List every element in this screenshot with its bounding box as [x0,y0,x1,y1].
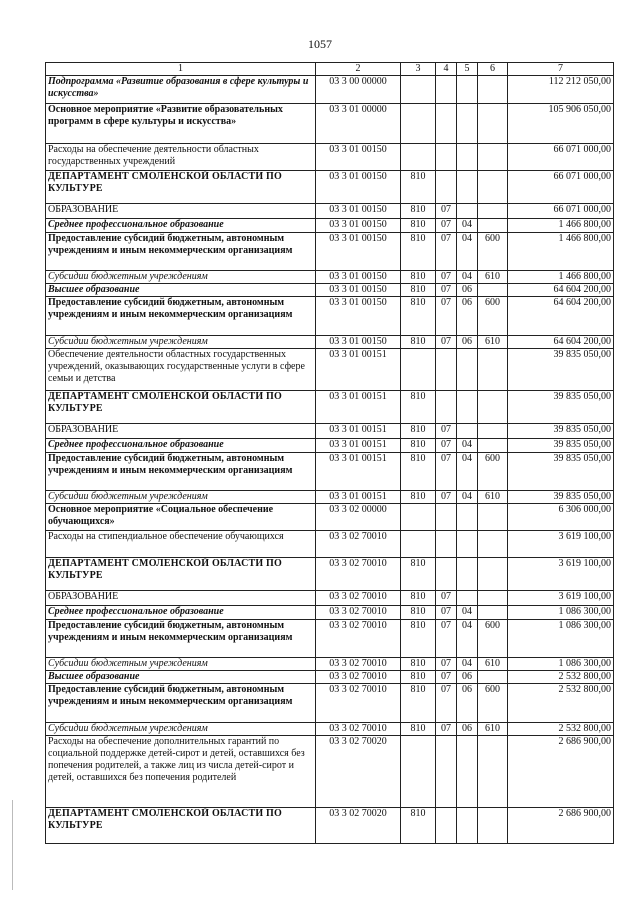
table-row [46,297,614,336]
expense-type-code [478,558,508,591]
budget-table [45,62,614,844]
item-name: Обеспечение деятельности областных государственных учреждений, оказывающих государственные услуги в сфере семьи и детства [46,349,316,391]
section-code: 07 [436,204,457,219]
section-code [436,104,457,144]
table-row [46,723,614,736]
item-name: Высшее образование [46,284,316,297]
target-code: 03 3 01 00151 [316,439,401,453]
section-code: 07 [436,233,457,271]
amount: 64 604 200,00 [508,284,614,297]
admin-code: 810 [401,684,436,723]
target-code: 03 3 01 00150 [316,219,401,233]
section-code [436,531,457,558]
target-code: 03 3 02 70010 [316,671,401,684]
table-row [46,671,614,684]
item-name: Субсидии бюджетным учреждениям [46,491,316,504]
amount: 39 835 050,00 [508,453,614,491]
item-name: Субсидии бюджетным учреждениям [46,336,316,349]
amount: 112 212 050,00 [508,76,614,104]
subsection-code [457,736,478,808]
admin-code: 810 [401,620,436,658]
admin-code [401,504,436,531]
item-name: Расходы на стипендиальное обеспечение обучающихся [46,531,316,558]
target-code: 03 3 02 70010 [316,620,401,658]
table-row [46,531,614,558]
amount: 1 466 800,00 [508,233,614,271]
section-code: 07 [436,671,457,684]
section-code [436,558,457,591]
table-row [46,204,614,219]
target-code: 03 3 02 70010 [316,531,401,558]
expense-type-code: 600 [478,620,508,658]
amount: 2 532 800,00 [508,723,614,736]
expense-type-code [478,531,508,558]
admin-code: 810 [401,297,436,336]
admin-code: 810 [401,391,436,424]
admin-code: 810 [401,439,436,453]
margin-line [12,800,13,890]
subsection-code: 04 [457,219,478,233]
amount: 66 071 000,00 [508,204,614,219]
amount: 64 604 200,00 [508,336,614,349]
target-code: 03 3 01 00150 [316,297,401,336]
header-col-2: 2 [316,63,401,76]
admin-code: 810 [401,808,436,844]
target-code: 03 3 01 00151 [316,424,401,439]
table-row [46,504,614,531]
admin-code: 810 [401,271,436,284]
item-name: ДЕПАРТАМЕНТ СМОЛЕНСКОЙ ОБЛАСТИ ПО КУЛЬТУРЕ [46,558,316,591]
section-code [436,736,457,808]
expense-type-code: 600 [478,684,508,723]
target-code: 03 3 02 70020 [316,736,401,808]
amount: 1 086 300,00 [508,658,614,671]
item-name: Высшее образование [46,671,316,684]
section-code [436,391,457,424]
subsection-code: 04 [457,491,478,504]
item-name: Предоставление субсидий бюджетным, автономным учреждениям и иным некоммерческим организациям [46,620,316,658]
expense-type-code [478,219,508,233]
subsection-code: 04 [457,233,478,271]
target-code: 03 3 02 70010 [316,723,401,736]
item-name: Предоставление субсидий бюджетным, автономным учреждениям и иным некоммерческим организациям [46,297,316,336]
table-row [46,284,614,297]
subsection-code [457,204,478,219]
expense-type-code [478,144,508,171]
admin-code: 810 [401,284,436,297]
item-name: Основное мероприятие «Социальное обеспечение обучающихся» [46,504,316,531]
table-row [46,336,614,349]
item-name: Предоставление субсидий бюджетным, автономным учреждениям и иным некоммерческим организациям [46,684,316,723]
table-row [46,439,614,453]
table-row [46,171,614,204]
admin-code [401,349,436,391]
table-row [46,219,614,233]
item-name: ОБРАЗОВАНИЕ [46,424,316,439]
table-row [46,658,614,671]
admin-code [401,104,436,144]
section-code: 07 [436,284,457,297]
section-code [436,504,457,531]
header-row [46,63,614,76]
amount: 3 619 100,00 [508,531,614,558]
expense-type-code [478,606,508,620]
table-row [46,558,614,591]
table-row [46,684,614,723]
amount: 1 466 800,00 [508,219,614,233]
amount: 2 686 900,00 [508,808,614,844]
expense-type-code: 610 [478,271,508,284]
subsection-code [457,349,478,391]
expense-type-code [478,349,508,391]
expense-type-code [478,736,508,808]
admin-code: 810 [401,606,436,620]
amount: 105 906 050,00 [508,104,614,144]
subsection-code: 04 [457,453,478,491]
target-code: 03 3 02 70010 [316,606,401,620]
table-row [46,591,614,606]
subsection-code [457,171,478,204]
section-code: 07 [436,453,457,491]
admin-code: 810 [401,233,436,271]
amount: 39 835 050,00 [508,491,614,504]
item-name: ДЕПАРТАМЕНТ СМОЛЕНСКОЙ ОБЛАСТИ ПО КУЛЬТУРЕ [46,391,316,424]
target-code: 03 3 00 00000 [316,76,401,104]
target-code: 03 3 02 70010 [316,684,401,723]
table-row [46,424,614,439]
admin-code: 810 [401,723,436,736]
target-code: 03 3 01 00151 [316,349,401,391]
item-name: ОБРАЗОВАНИЕ [46,204,316,219]
amount: 66 071 000,00 [508,171,614,204]
amount: 2 532 800,00 [508,684,614,723]
admin-code [401,76,436,104]
section-code: 07 [436,439,457,453]
section-code: 07 [436,591,457,606]
header-col-3: 3 [401,63,436,76]
section-code: 07 [436,271,457,284]
section-code [436,76,457,104]
admin-code: 810 [401,219,436,233]
subsection-code [457,504,478,531]
target-code: 03 3 02 70010 [316,591,401,606]
section-code [436,808,457,844]
expense-type-code [478,76,508,104]
admin-code [401,736,436,808]
amount: 39 835 050,00 [508,424,614,439]
header-col-7: 7 [508,63,614,76]
target-code: 03 3 02 70020 [316,808,401,844]
expense-type-code [478,204,508,219]
page-number: 1057 [308,37,332,51]
expense-type-code: 610 [478,336,508,349]
table-row [46,349,614,391]
subsection-code: 04 [457,606,478,620]
expense-type-code: 600 [478,453,508,491]
table-row [46,620,614,658]
target-code: 03 3 01 00150 [316,171,401,204]
item-name: Субсидии бюджетным учреждениям [46,658,316,671]
amount: 39 835 050,00 [508,391,614,424]
target-code: 03 3 02 70010 [316,558,401,591]
table-row [46,736,614,808]
amount: 2 532 800,00 [508,671,614,684]
amount: 1 466 800,00 [508,271,614,284]
item-name: ОБРАЗОВАНИЕ [46,591,316,606]
header-col-6: 6 [478,63,508,76]
amount: 1 086 300,00 [508,606,614,620]
subsection-code: 06 [457,684,478,723]
section-code [436,144,457,171]
subsection-code: 06 [457,336,478,349]
target-code: 03 3 01 00151 [316,391,401,424]
expense-type-code: 610 [478,491,508,504]
admin-code: 810 [401,204,436,219]
item-name: Предоставление субсидий бюджетным, автономным учреждениям и иным некоммерческим организациям [46,453,316,491]
section-code: 07 [436,297,457,336]
item-name: Среднее профессиональное образование [46,606,316,620]
item-name: Подпрограмма «Развитие образования в сфере культуры и искусства» [46,76,316,104]
subsection-code [457,104,478,144]
subsection-code [457,391,478,424]
subsection-code: 04 [457,620,478,658]
subsection-code: 04 [457,271,478,284]
section-code: 07 [436,219,457,233]
amount: 3 619 100,00 [508,591,614,606]
table-row [46,808,614,844]
item-name: ДЕПАРТАМЕНТ СМОЛЕНСКОЙ ОБЛАСТИ ПО КУЛЬТУРЕ [46,808,316,844]
target-code: 03 3 01 00150 [316,284,401,297]
target-code: 03 3 02 70010 [316,658,401,671]
admin-code: 810 [401,658,436,671]
item-name: Среднее профессиональное образование [46,219,316,233]
amount: 64 604 200,00 [508,297,614,336]
amount: 39 835 050,00 [508,439,614,453]
target-code: 03 3 01 00151 [316,491,401,504]
expense-type-code [478,808,508,844]
amount: 3 619 100,00 [508,558,614,591]
subsection-code: 06 [457,671,478,684]
section-code: 07 [436,620,457,658]
subsection-code: 04 [457,439,478,453]
table-row [46,233,614,271]
expense-type-code: 610 [478,658,508,671]
expense-type-code: 600 [478,297,508,336]
target-code: 03 3 01 00150 [316,144,401,171]
target-code: 03 3 01 00150 [316,233,401,271]
subsection-code [457,144,478,171]
expense-type-code [478,504,508,531]
table-row [46,76,614,104]
expense-type-code [478,424,508,439]
amount: 39 835 050,00 [508,349,614,391]
expense-type-code [478,591,508,606]
subsection-code: 06 [457,284,478,297]
section-code: 07 [436,684,457,723]
section-code: 07 [436,336,457,349]
item-name: Основное мероприятие «Развитие образовательных программ в сфере культуры и искусства» [46,104,316,144]
admin-code: 810 [401,558,436,591]
section-code: 07 [436,424,457,439]
table-row [46,271,614,284]
table-row [46,453,614,491]
admin-code: 810 [401,336,436,349]
subsection-code [457,808,478,844]
expense-type-code [478,284,508,297]
table-row [46,606,614,620]
amount: 6 306 000,00 [508,504,614,531]
subsection-code [457,591,478,606]
expense-type-code: 600 [478,233,508,271]
item-name: Расходы на обеспечение дополнительных гарантий по социальной поддержке детей-сирот и детей, оставшихся без попечения родителей, а также лиц из числа детей-сирот и детей, оставшихся без попечения родителей [46,736,316,808]
subsection-code [457,424,478,439]
section-code: 07 [436,658,457,671]
item-name: Среднее профессиональное образование [46,439,316,453]
header-col-5: 5 [457,63,478,76]
subsection-code: 06 [457,297,478,336]
amount: 1 086 300,00 [508,620,614,658]
subsection-code [457,76,478,104]
expense-type-code: 610 [478,723,508,736]
expense-type-code [478,671,508,684]
amount: 2 686 900,00 [508,736,614,808]
section-code: 07 [436,606,457,620]
admin-code: 810 [401,671,436,684]
admin-code: 810 [401,453,436,491]
header-col-4: 4 [436,63,457,76]
table-row [46,104,614,144]
subsection-code [457,531,478,558]
item-name: Предоставление субсидий бюджетным, автономным учреждениям и иным некоммерческим организациям [46,233,316,271]
target-code: 03 3 01 00150 [316,336,401,349]
admin-code: 810 [401,424,436,439]
expense-type-code [478,439,508,453]
item-name: Субсидии бюджетным учреждениям [46,723,316,736]
target-code: 03 3 01 00150 [316,271,401,284]
admin-code: 810 [401,591,436,606]
item-name: Субсидии бюджетным учреждениям [46,271,316,284]
expense-type-code [478,391,508,424]
expense-type-code [478,171,508,204]
target-code: 03 3 01 00151 [316,453,401,491]
admin-code [401,531,436,558]
item-name: ДЕПАРТАМЕНТ СМОЛЕНСКОЙ ОБЛАСТИ ПО КУЛЬТУРЕ [46,171,316,204]
table-row [46,491,614,504]
subsection-code: 06 [457,723,478,736]
section-code: 07 [436,491,457,504]
section-code [436,349,457,391]
expense-type-code [478,104,508,144]
table-row [46,391,614,424]
admin-code: 810 [401,171,436,204]
admin-code [401,144,436,171]
table-row [46,144,614,171]
target-code: 03 3 01 00150 [316,204,401,219]
subsection-code [457,558,478,591]
header-col-1: 1 [46,63,316,76]
subsection-code: 04 [457,658,478,671]
section-code: 07 [436,723,457,736]
target-code: 03 3 01 00000 [316,104,401,144]
section-code [436,171,457,204]
target-code: 03 3 02 00000 [316,504,401,531]
item-name: Расходы на обеспечение деятельности областных государственных учреждений [46,144,316,171]
amount: 66 071 000,00 [508,144,614,171]
admin-code: 810 [401,491,436,504]
